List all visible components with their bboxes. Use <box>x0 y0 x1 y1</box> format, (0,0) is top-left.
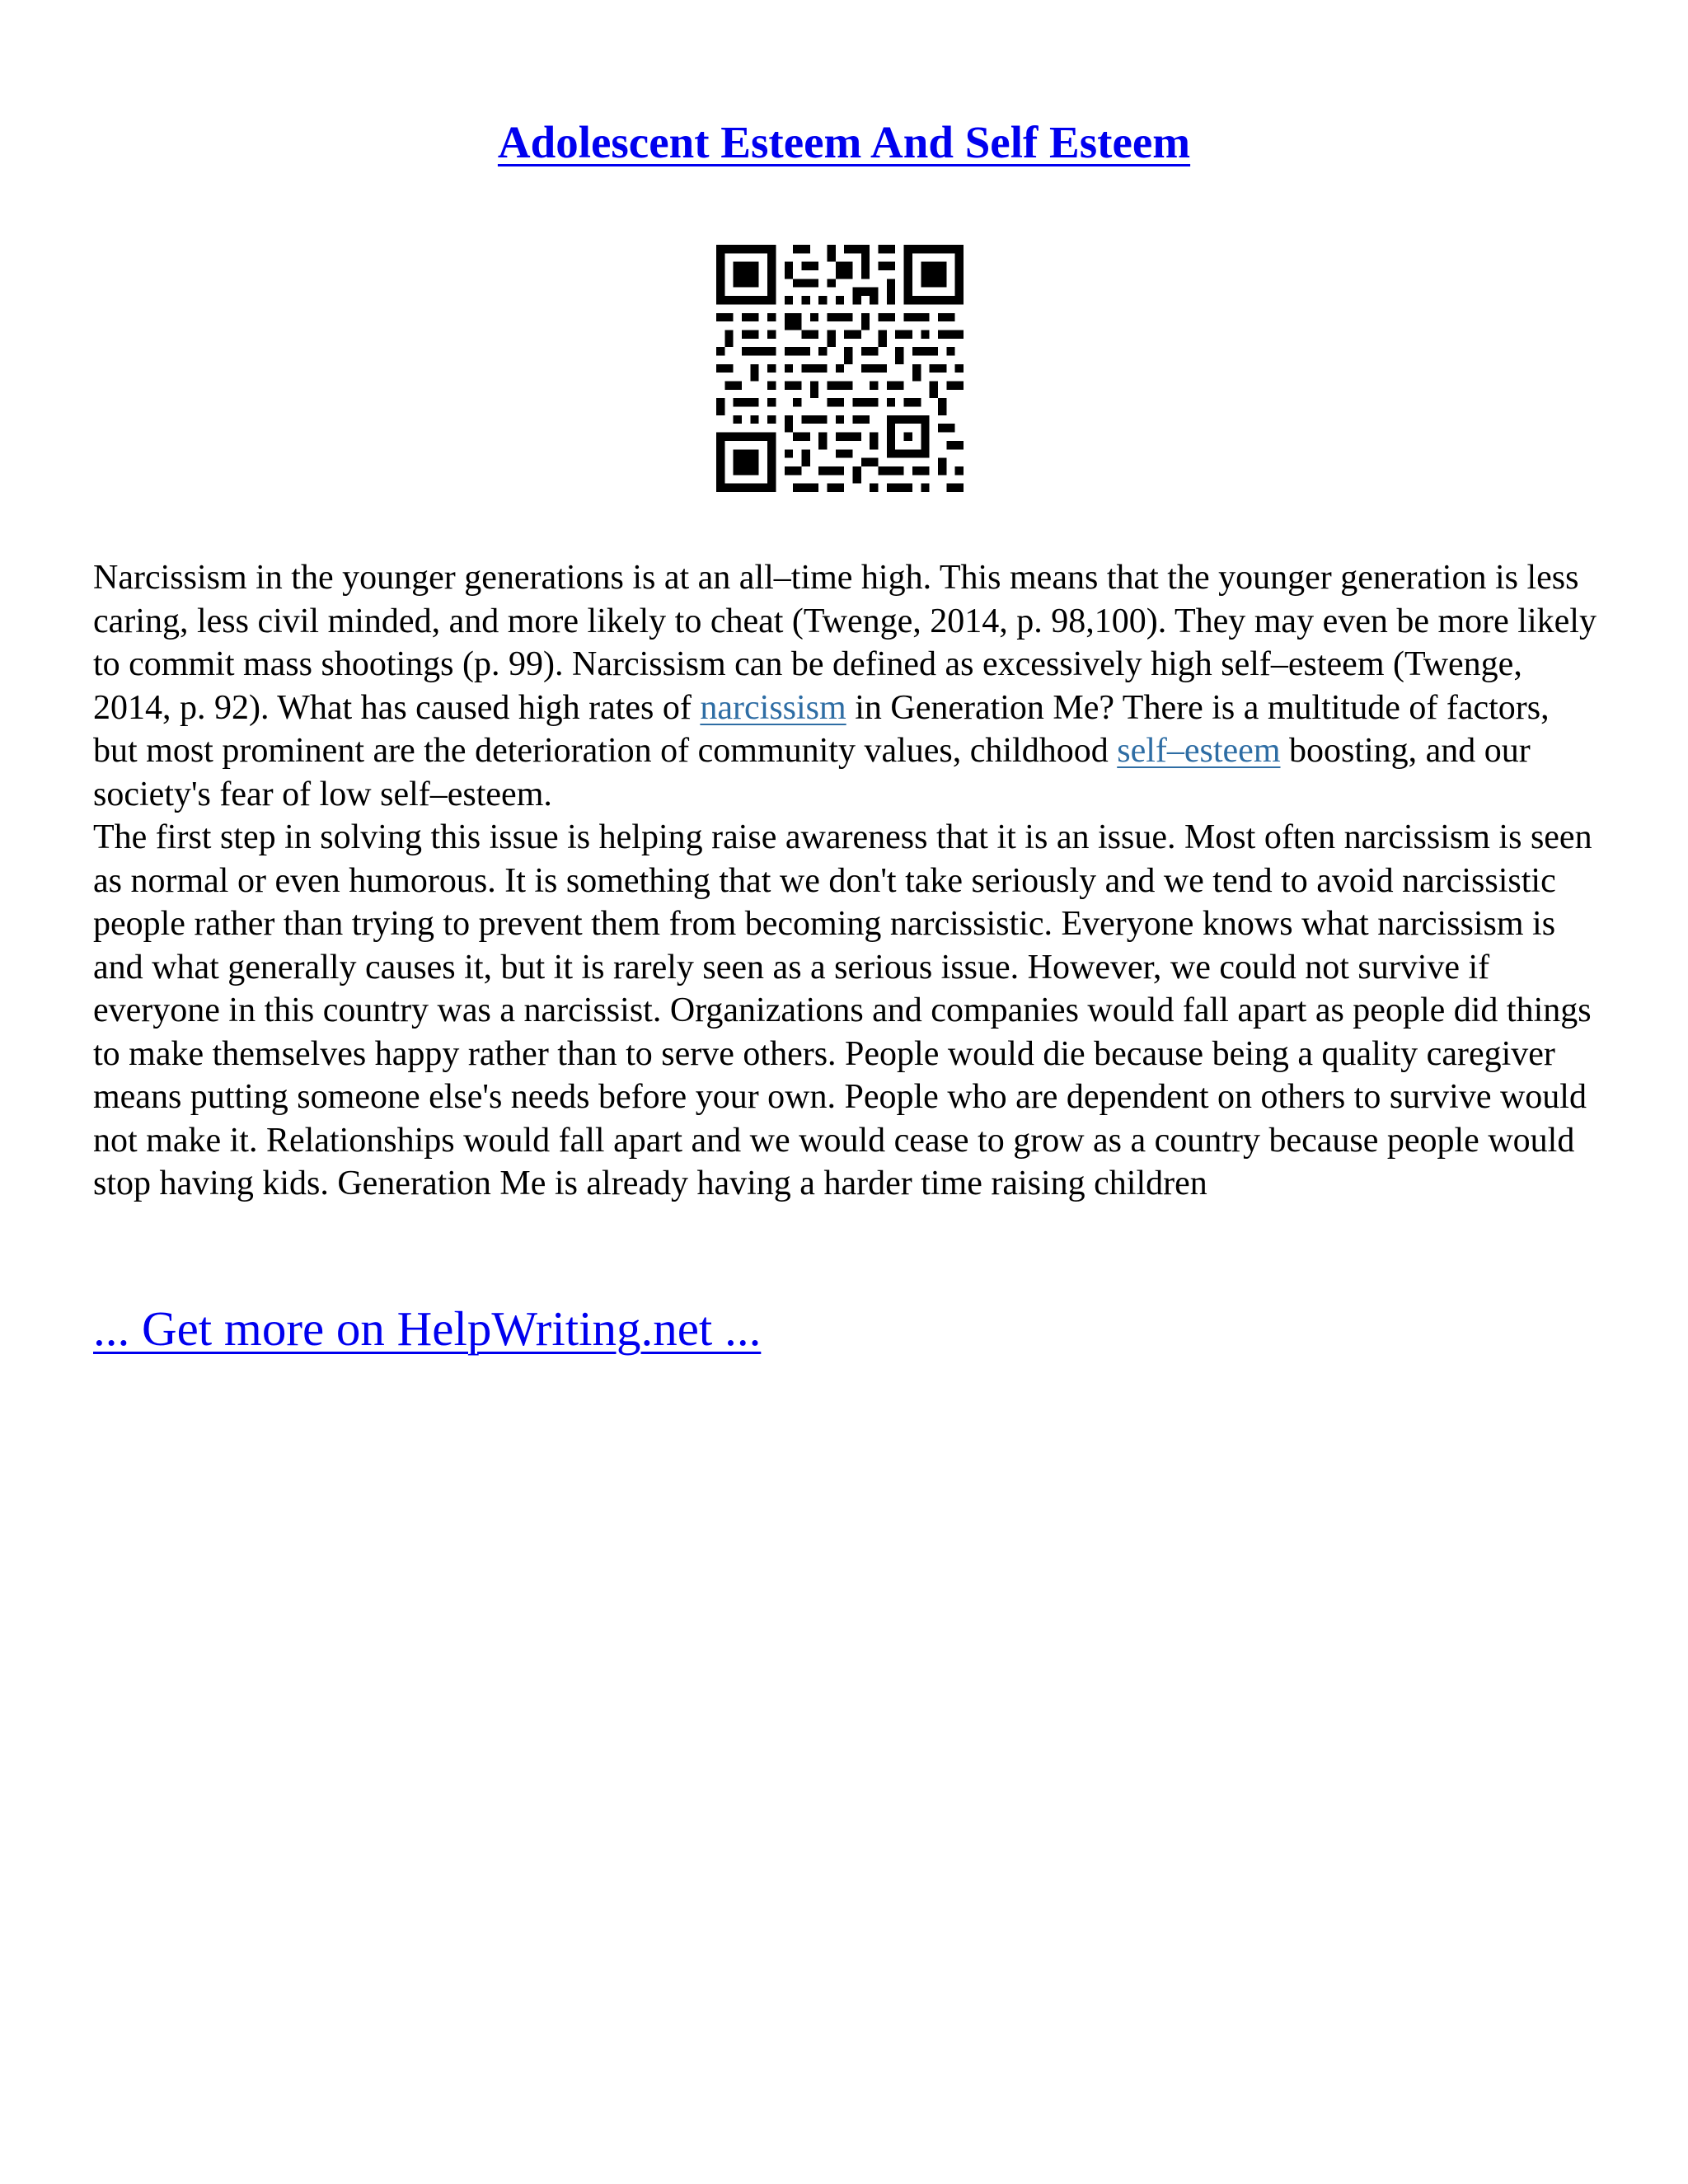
paragraph-1-text-c: boosting, and our society's fear of low self–esteem. <box>93 732 1531 813</box>
self-esteem-link[interactable]: self–esteem <box>1117 732 1281 770</box>
paragraph-2: The first step in solving this issue is helping raise awareness that it is an issue. Most often narcissism is seen as normal or even humorous. It is something that we don't take seriously and we tend to avoid narcissistic people rather than trying to prevent them from becoming narcissistic. Everyone knows what narcissism is and what generally causes it, but it is rarely seen as a serious issue. However, we could not survive if everyone in this country was a narcissist. Organizations and companies would fall apart as people did things to make themselves happy rather than to serve others. People would die because being a quality caregiver means putting someone else's needs before your own. People who are dependent on others to survive would not make it. Relationships would fall apart and we would cease to grow as a country because people would stop having kids. Generation Me is already having a harder time raising children <box>93 818 1592 1202</box>
paragraph-1-text-b: in Generation Me? There is a multitude of factors, but most prominent are the deterioration of community values, childhood <box>93 688 1550 770</box>
page-title <box>0 114 1688 171</box>
paragraph-1 <box>93 556 1601 816</box>
title-link[interactable]: Adolescent Esteem And Self Esteem <box>497 117 1191 167</box>
narcissism-link[interactable]: narcissism <box>700 688 846 727</box>
get-more-line <box>93 1299 761 1358</box>
qr-code-icon <box>716 245 964 492</box>
paragraph-1-text-a: Narcissism in the younger generations is at an all–time high. This means that the younger generation is less caring, less civil minded, and more likely to cheat (Twenge, 2014, p. 98,100). They may even be more likely to commit mass shootings (p. 99). Narcissism can be defined as excessively high self–esteem (Twenge, 2014, p. 92). What has caused high rates of <box>93 559 1597 727</box>
get-more-link[interactable]: ... Get more on HelpWriting.net ... <box>93 1301 762 1356</box>
article-body <box>93 556 1601 1206</box>
